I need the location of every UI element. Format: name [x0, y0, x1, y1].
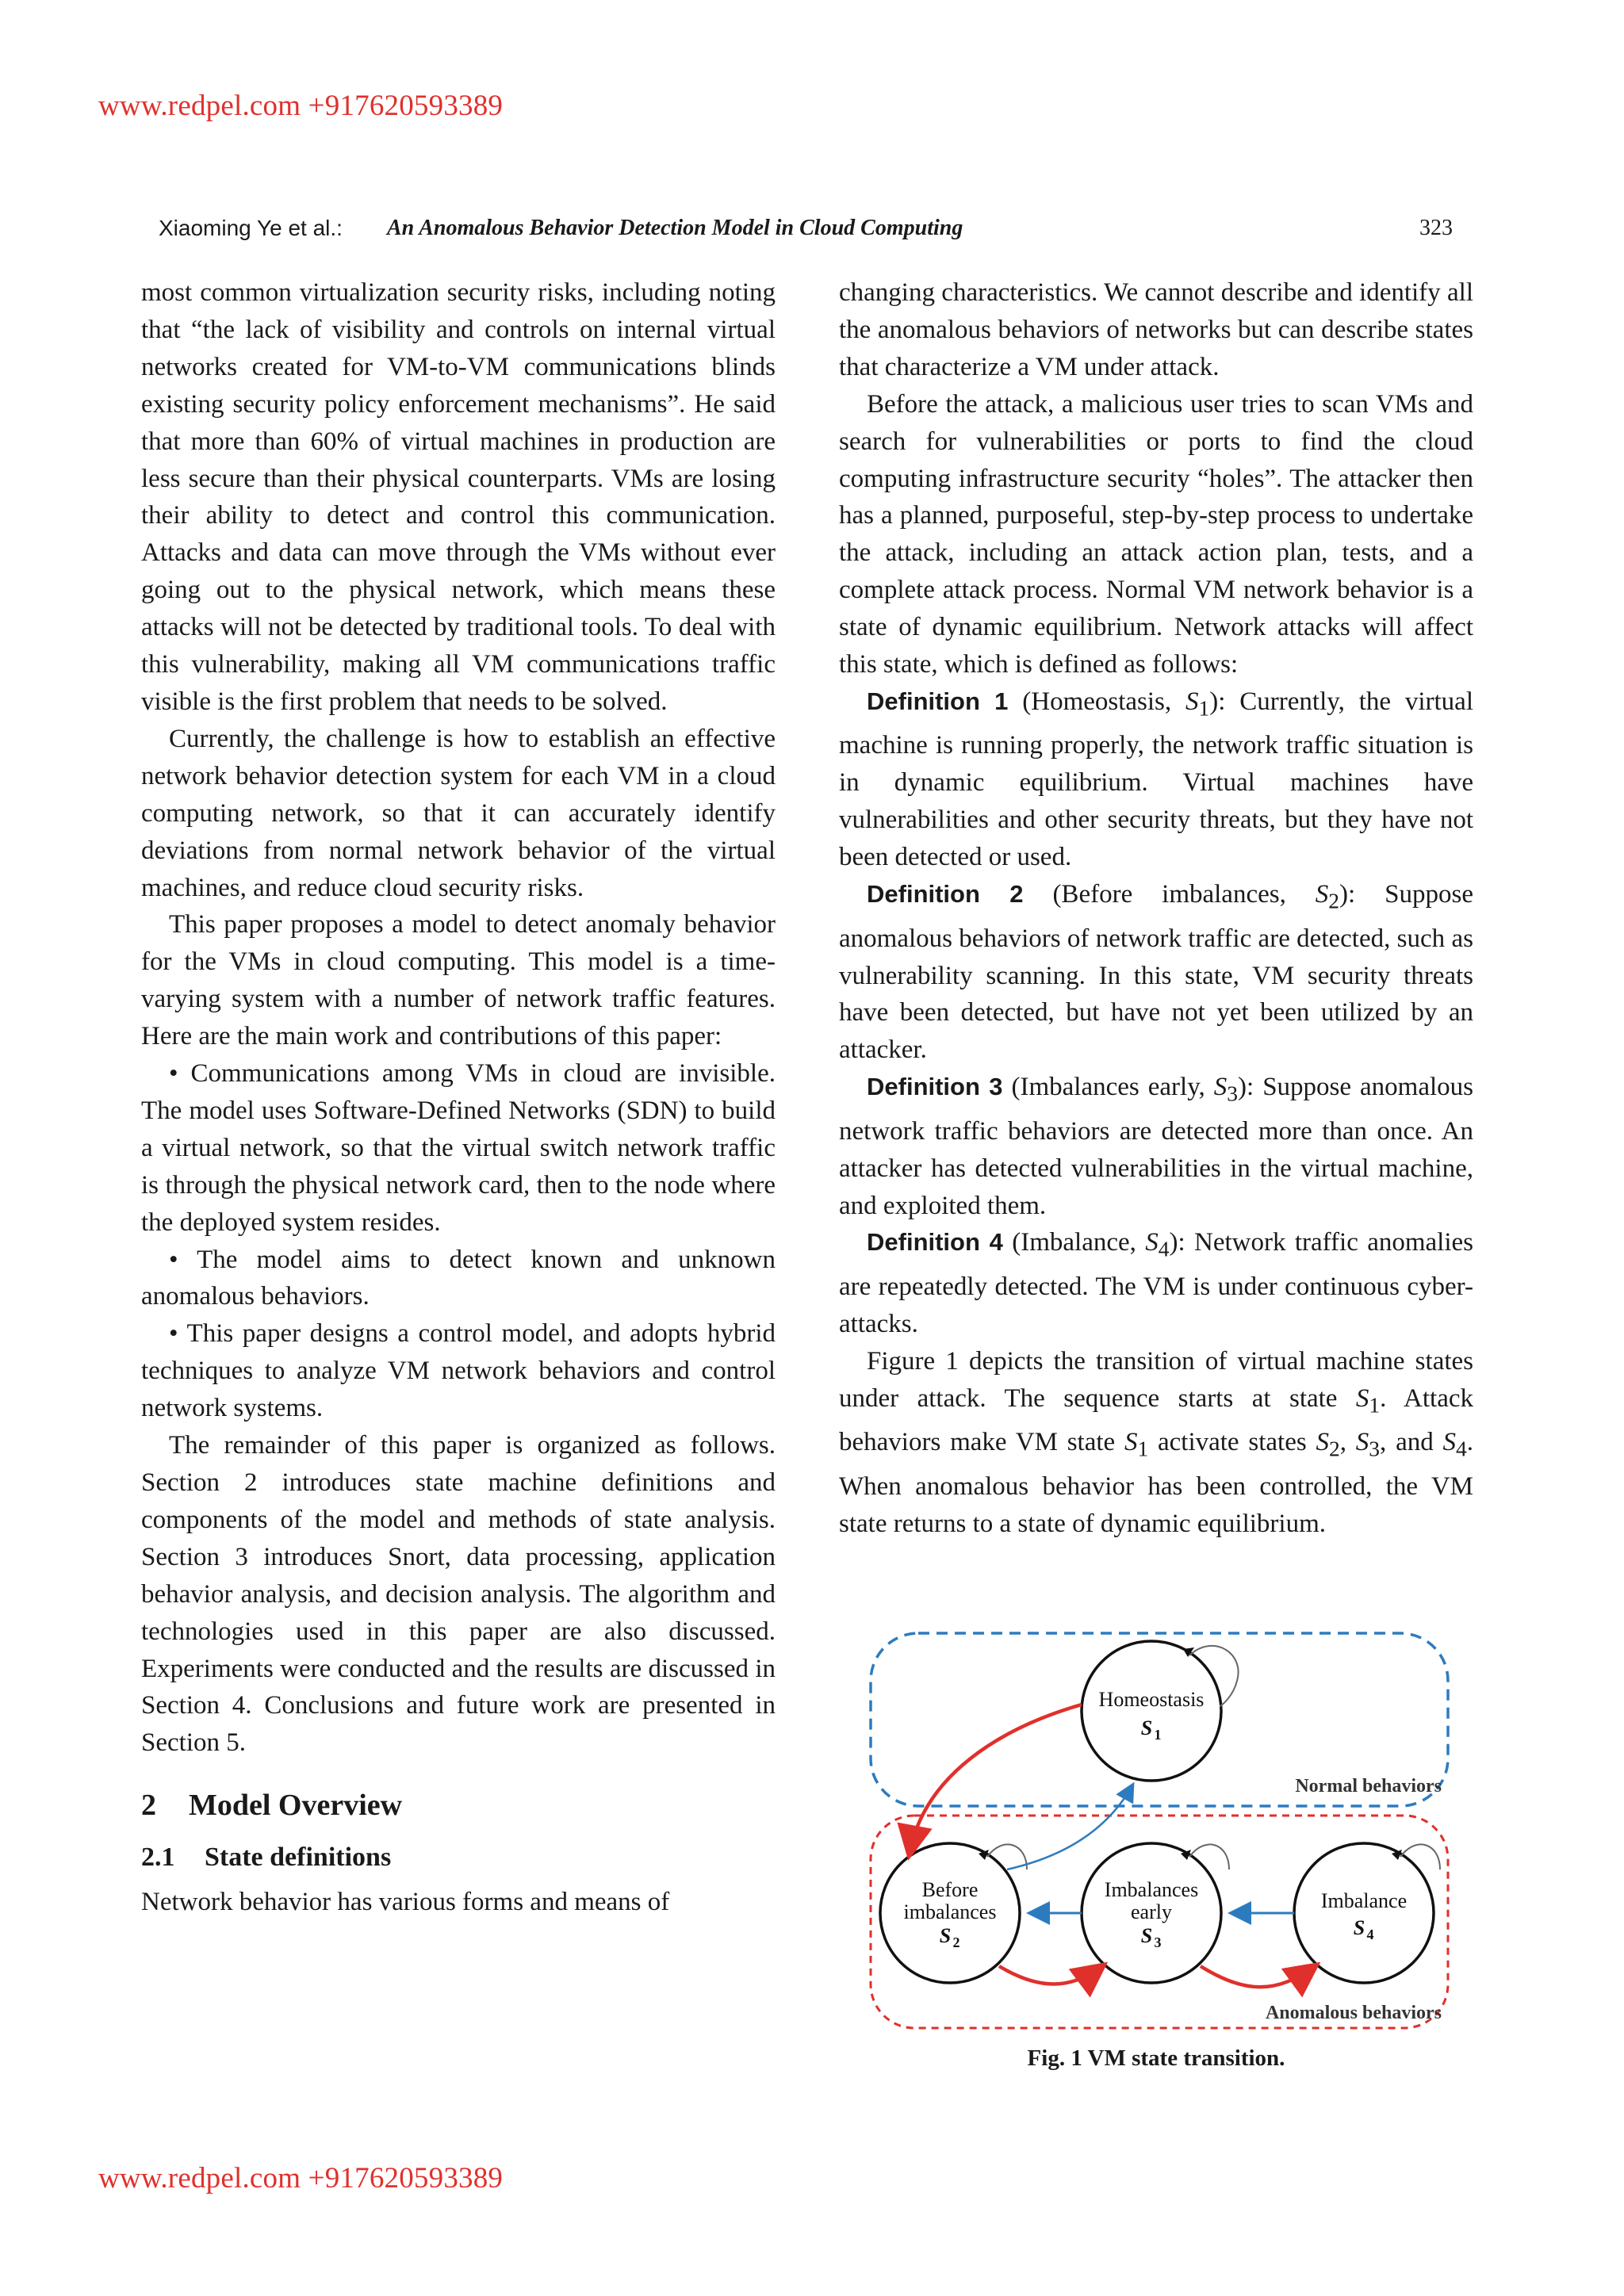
definition-label: Definition 4: [867, 1228, 1003, 1257]
section-title: Model Overview: [189, 1789, 403, 1823]
right-column: [839, 274, 1473, 1542]
state-s3-label-1: Imbalances: [1104, 1878, 1199, 1901]
section-heading: [141, 1785, 776, 1825]
state-subscript: 1: [1137, 1436, 1149, 1461]
definition-name: (Imbalance,: [1012, 1228, 1146, 1257]
state-s1-node: [1082, 1641, 1221, 1781]
state-subscript: 3: [1227, 1081, 1239, 1106]
state-s3-symbol: S: [1140, 1924, 1153, 1947]
paragraph: The remainder of this paper is organized as follows. Section 2 introduces state machine definitions and components of the model and methods of state analysis. Section 3 introduces Snort, data processing, application behavior analysis, and decision analysis. The algorithm and technologies used in this paper are also discussed. Experiments were conducted and the results are discussed in Section 4. Conclusions and future work are presented in Section 5.: [141, 1431, 776, 1758]
state-s2-symbol: S: [939, 1924, 952, 1947]
state-symbol: S: [1355, 1383, 1369, 1413]
definition-text: ): Network traffic anomalies are repeatedly detected. The VM is under continuous cyber-attacks.: [839, 1228, 1474, 1338]
definition-label: Definition 2: [867, 880, 1024, 909]
paragraph: Currently, the challenge is how to establish an effective network behavior detection system for each VM in a cloud computing network, so that it can accurately identify deviations from normal network behavior of the virtual machines, and reduce cloud security risks.: [141, 724, 776, 902]
section-number: 2: [141, 1789, 156, 1823]
paragraph: This paper proposes a model to detect anomaly behavior for the VMs in cloud computing. This model is a time-varying system with a number of network traffic features. Here are the main work and contributions of this paper:: [141, 910, 776, 1051]
header-title: An Anomalous Behavior Detection Model in Cloud Computing: [387, 216, 963, 240]
state-s4-node: [1294, 1843, 1434, 1983]
paragraph: most common virtualization security risks, including noting that “the lack of visibility and controls on internal virtual networks created for VM-to-VM communications blinds existing security policy enforcement mechanisms”. He said that more than 60% of virtual machines in production are less secure than their physical counterparts. VMs are losing their ability to detect and control this communication. Attacks and data can move through the VMs without ever going out to the physical network, which means these attacks will not be detected by traditional tools. To deal with this vulnerability, making all VM communications traffic visible is the first problem that needs to be solved.: [141, 278, 776, 716]
state-s2-label-2: imbalances: [903, 1900, 997, 1923]
definition-text: ): Suppose anomalous behaviors of network traffic are detected, such as vulnerability scanning. In this state, VM security threats have been detected, but have not yet been utilized by an attacker.: [839, 880, 1473, 1065]
state-s4-symbol: S: [1353, 1916, 1365, 1939]
definition-name: (Before imbalances,: [1052, 880, 1316, 909]
text-run: activate states: [1148, 1428, 1316, 1457]
state-subscript: 1: [1369, 1392, 1381, 1418]
page-number: 323: [1419, 216, 1453, 240]
left-column: [141, 274, 776, 1921]
definition-name: (Imbalances early,: [1011, 1073, 1214, 1102]
state-s4-label: Imbalance: [1320, 1889, 1408, 1912]
state-symbol: S: [1442, 1428, 1457, 1457]
state-s1-symbol: S: [1140, 1716, 1153, 1739]
state-s4-sub: 4: [1366, 1927, 1374, 1942]
bullet-item: • The model aims to detect known and unknown anomalous behaviors.: [141, 1245, 776, 1311]
text-run: . When anomalous behavior has been controlled, the VM state returns to a state of dynamic equilibrium.: [839, 1428, 1474, 1538]
state-s1-label: Homeostasis: [1098, 1688, 1205, 1711]
state-symbol: S: [1124, 1428, 1138, 1457]
arrow-s3-to-s4: [1201, 1966, 1315, 1987]
paragraph: changing characteristics. We cannot describe and identify all the anomalous behaviors of networks but can describe states that characterize a VM under attack.: [839, 278, 1473, 381]
anomalous-region-label: Anomalous behaviors: [1265, 2003, 1442, 2023]
paragraph: Before the attack, a malicious user tries to scan VMs and search for vulnerabilities or ports to find the cloud computing infrastructure security “holes”. The attacker then has a planned, purposeful, step-by-step process to undertake the attack, including an attack action plan, tests, and a complete attack process. Normal VM network behavior is a state of dynamic equilibrium. Network attacks will affect this state, which is defined as follows:: [839, 389, 1473, 679]
bullet-item: • This paper designs a control model, and adopts hybrid techniques to analyze VM network behaviors and control network systems.: [141, 1319, 776, 1423]
definition-1: [839, 683, 1473, 876]
subsection-heading: [141, 1839, 776, 1876]
definition-name: (Homeostasis,: [1022, 687, 1185, 716]
definition-text: ): Suppose anomalous network traffic behaviors are detected more than once. An attacker has detected vulnerabilities in the virtual machine, and exploited them.: [839, 1073, 1473, 1220]
state-subscript: 3: [1369, 1436, 1381, 1461]
definition-text: ): Currently, the virtual machine is running properly, the network traffic situation is in dynamic equilibrium. Virtual machines have vulnerabilities and other security threats, but they have not been detected or used.: [839, 687, 1473, 872]
watermark-top: www.redpel.com +917620593389: [98, 90, 504, 122]
state-s2-sub: 2: [952, 1934, 960, 1950]
state-symbol: S: [1316, 1428, 1329, 1457]
figure-caption: Fig. 1 VM state transition.: [1027, 2045, 1285, 2071]
paragraph: Network behavior has various forms and means of: [141, 1888, 670, 1917]
state-s3-label-2: early: [1131, 1900, 1172, 1923]
state-s3-sub: 3: [1154, 1934, 1162, 1950]
text-run: Figure 1 depicts the transition of virtual machine states under attack. The sequence starts at state: [839, 1346, 1473, 1413]
state-subscript: 2: [1328, 1436, 1340, 1461]
state-subscript: 1: [1198, 695, 1210, 721]
normal-region-label: Normal behaviors: [1295, 1776, 1442, 1797]
subsection-number: 2.1: [141, 1843, 175, 1873]
bullet-item: • Communications among VMs in cloud are invisible. The model uses Software-Defined Networks (SDN) to build a virtual network, so that the virtual switch network traffic is through the physical network card, then to the node where the deployed system resides.: [141, 1059, 776, 1237]
subsection-title: State definitions: [205, 1843, 392, 1873]
state-subscript: 4: [1456, 1436, 1467, 1461]
state-symbol: S: [1145, 1228, 1159, 1257]
arrow-s2-to-s3: [999, 1966, 1102, 1984]
definition-4: [839, 1224, 1473, 1342]
state-transition-figure: [864, 1617, 1459, 2045]
watermark-bottom: www.redpel.com +917620593389: [98, 2162, 504, 2195]
state-symbol: S: [1315, 880, 1329, 909]
definition-2: [839, 876, 1473, 1069]
text-run: , and: [1380, 1428, 1443, 1457]
running-header: [159, 216, 1453, 247]
state-s2-label-1: Before: [921, 1878, 979, 1901]
text-run: . Attack behaviors make VM state: [839, 1383, 1473, 1457]
state-subscript: 2: [1328, 888, 1340, 913]
arrow-s1-to-s2: [910, 1705, 1082, 1854]
header-authors: Xiaoming Ye et al.:: [159, 216, 343, 240]
state-symbol: S: [1355, 1428, 1369, 1457]
state-symbol: S: [1213, 1073, 1228, 1102]
definition-3: [839, 1069, 1473, 1224]
state-symbol: S: [1185, 687, 1199, 716]
paragraph-figure-ref: Figure 1 depicts the transition of virtual machine states under attack. The sequence starts at state $S_1$. Attack behaviors make VM state $S_1$ activate states $S_2$, $S_3$, and $S_4$. When anomalous behavior has been controlled, the VM state returns to a state of dynamic equilibrium.: [839, 1346, 1474, 1538]
state-s1-sub: 1: [1154, 1727, 1162, 1743]
definition-label: Definition 1: [867, 687, 1009, 715]
definition-label: Definition 3: [867, 1073, 1003, 1101]
state-diagram: [864, 1617, 1459, 2045]
state-subscript: 4: [1158, 1237, 1170, 1262]
